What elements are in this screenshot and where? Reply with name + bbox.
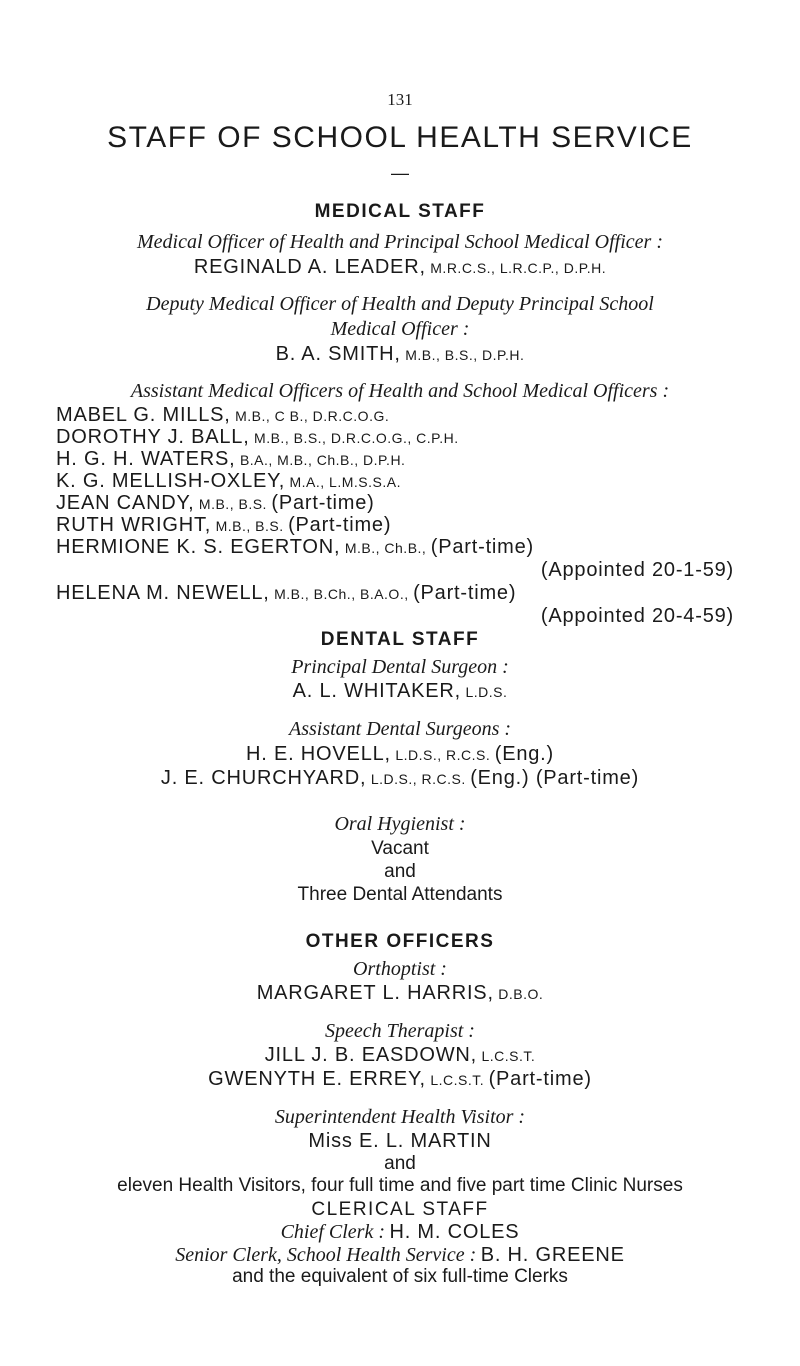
- moh-entry: [0, 256, 800, 279]
- assistant-mo-title: Assistant Medical Officers of Health and School Medical Officers :: [130, 380, 670, 402]
- medical-staff-heading: MEDICAL STAFF: [314, 201, 486, 222]
- assistant-quals: M.A., L.M.S.S.A.: [289, 474, 401, 490]
- chief-clerk-name: H. M. COLES: [389, 1221, 520, 1243]
- assistant-quals: M.B., B.S., D.R.C.O.G., C.P.H.: [254, 430, 459, 446]
- page-title: STAFF OF SCHOOL HEALTH SERVICE: [107, 121, 693, 154]
- clerks-equivalent-line: and the equivalent of six full-time Clerks: [232, 1266, 568, 1287]
- speech-therapist-name: GWENYTH E. ERREY,: [208, 1068, 426, 1090]
- speech-therapist-quals: L.C.S.T.: [481, 1048, 536, 1064]
- assistant-dental-name: H. E. HOVELL,: [246, 743, 391, 765]
- orthoptist-name: MARGARET L. HARRIS,: [256, 982, 494, 1004]
- assistant-dental-title: Assistant Dental Surgeons :: [288, 718, 512, 740]
- assistant-row: [56, 492, 375, 515]
- health-visitor-name: Miss E. L. MARTIN: [308, 1130, 492, 1152]
- assistant-row: [56, 470, 401, 493]
- orthoptist-title: Orthoptist :: [353, 958, 447, 980]
- hygienist-line: Three Dental Attendants: [297, 884, 503, 905]
- principal-dental-quals: L.D.S.: [465, 684, 508, 700]
- appointed-date: (Appointed 20-1-59): [540, 559, 734, 581]
- assistant-dental-entry: [0, 767, 800, 790]
- assistant-name: MABEL G. MILLS,: [56, 404, 231, 426]
- assistant-quals: B.A., M.B., Ch.B., D.P.H.: [239, 452, 406, 468]
- appointed-date: (Appointed 20-4-59): [540, 605, 734, 627]
- assistant-quals: M.B., B.S.: [198, 496, 267, 512]
- assistant-dental-entry: [0, 743, 800, 766]
- assistant-note: (Part-time): [430, 536, 535, 558]
- health-visitor-and: and: [384, 1153, 416, 1174]
- assistant-quals: M.B., C B., D.R.C.O.G.: [235, 408, 390, 424]
- senior-clerk-name: B. H. GREENE: [480, 1244, 625, 1266]
- principal-dental-title: Principal Dental Surgeon :: [291, 656, 509, 678]
- assistant-name: HERMIONE K. S. EGERTON,: [56, 536, 341, 558]
- assistant-row: [56, 514, 391, 537]
- assistant-row: [56, 404, 389, 427]
- senior-clerk-title: Senior Clerk, School Health Service :: [175, 1244, 477, 1266]
- deputy-title-line-2: Medical Officer :: [330, 318, 470, 340]
- assistant-dental-note: (Eng.) (Part-time): [470, 767, 640, 789]
- chief-clerk-title: Chief Clerk :: [280, 1221, 386, 1243]
- moh-name: REGINALD A. LEADER,: [193, 256, 426, 278]
- speech-therapist-entry: [0, 1068, 800, 1091]
- speech-therapist-quals: L.C.S.T.: [430, 1072, 485, 1088]
- speech-therapist-title: Speech Therapist :: [325, 1020, 475, 1042]
- senior-clerk-entry: [0, 1244, 800, 1267]
- hygienist-line: Vacant: [371, 838, 429, 859]
- assistant-row: [56, 448, 405, 471]
- orthoptist-entry: [0, 982, 800, 1005]
- assistant-row: [56, 582, 516, 605]
- title-dash: —: [391, 163, 409, 183]
- assistant-note: (Part-time): [413, 582, 517, 604]
- deputy-name: B. A. SMITH,: [275, 343, 401, 365]
- assistant-name: K. G. MELLISH-OXLEY,: [56, 470, 286, 492]
- assistant-row: [56, 426, 459, 449]
- assistant-quals: M.B., B.Ch., B.A.O.,: [274, 586, 409, 602]
- assistant-row: [56, 536, 534, 559]
- assistant-name: DOROTHY J. BALL,: [56, 426, 250, 448]
- speech-therapist-entry: [0, 1044, 800, 1067]
- orthoptist-quals: D.B.O.: [498, 986, 544, 1002]
- deputy-title-line-1: Deputy Medical Officer of Health and Deputy Principal School: [146, 293, 654, 315]
- assistant-dental-name: J. E. CHURCHYARD,: [160, 767, 367, 789]
- assistant-name: JEAN CANDY,: [56, 492, 195, 514]
- oral-hygienist-title: Oral Hygienist :: [334, 813, 466, 835]
- page-number: 131: [387, 90, 413, 109]
- assistant-dental-note: (Eng.): [494, 743, 554, 765]
- principal-dental-name: A. L. WHITAKER,: [292, 680, 461, 702]
- principal-dental-entry: [0, 680, 800, 703]
- assistant-note: (Part-time): [271, 492, 375, 514]
- speech-therapist-note: (Part-time): [488, 1068, 592, 1090]
- deputy-entry: [0, 343, 800, 366]
- clerical-staff-heading: CLERICAL STAFF: [311, 1199, 489, 1220]
- assistant-quals: M.B., B.S.: [215, 518, 284, 534]
- assistant-name: HELENA M. NEWELL,: [56, 582, 270, 604]
- other-officers-heading: OTHER OFFICERS: [305, 931, 495, 952]
- assistant-quals: M.B., Ch.B.,: [344, 540, 427, 556]
- chief-clerk-entry: [0, 1221, 800, 1244]
- moh-title: Medical Officer of Health and Principal School Medical Officer :: [137, 231, 663, 253]
- speech-therapist-name: JILL J. B. EASDOWN,: [264, 1044, 478, 1066]
- hygienist-line: and: [384, 861, 416, 882]
- deputy-quals: M.B., B.S., D.P.H.: [405, 347, 525, 363]
- health-visitor-title: Superintendent Health Visitor :: [274, 1106, 526, 1128]
- assistant-name: RUTH WRIGHT,: [56, 514, 212, 536]
- assistant-dental-quals: L.D.S., R.C.S.: [395, 747, 491, 763]
- assistant-dental-quals: L.D.S., R.C.S.: [370, 771, 466, 787]
- health-visitor-staff-line: eleven Health Visitors, four full time and five part time Clinic Nurses: [117, 1175, 683, 1196]
- assistant-name: H. G. H. WATERS,: [56, 448, 236, 470]
- moh-quals: M.R.C.S., L.R.C.P., D.P.H.: [430, 260, 607, 276]
- dental-staff-heading: DENTAL STAFF: [320, 629, 480, 650]
- assistant-note: (Part-time): [288, 514, 392, 536]
